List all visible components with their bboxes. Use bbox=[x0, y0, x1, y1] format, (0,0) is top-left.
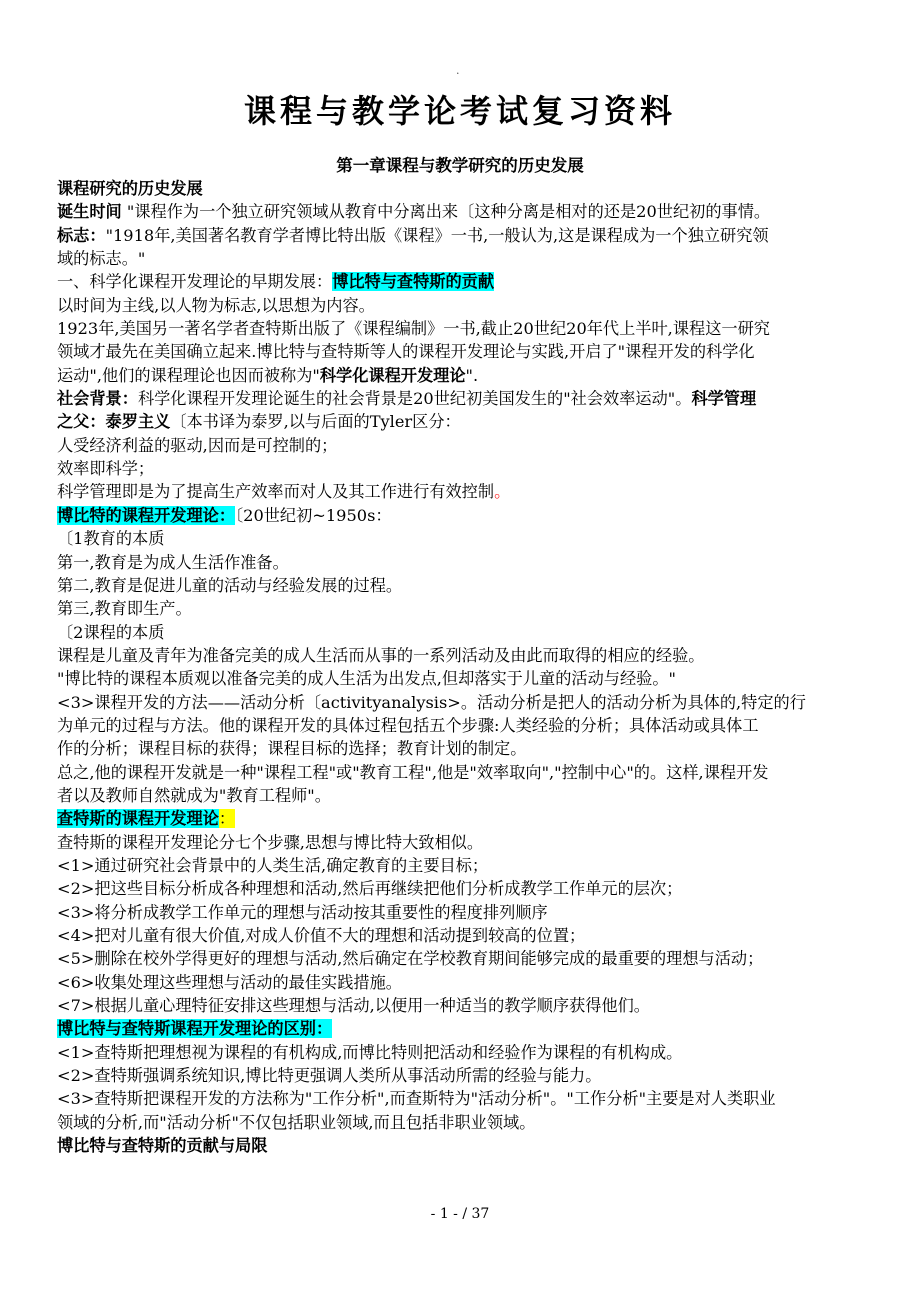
line-text: 域的标志。" bbox=[57, 249, 146, 269]
line-text: <6>收集处理这些理想与活动的最佳实践措施。 bbox=[57, 972, 402, 992]
line-text: <3>将分析成教学工作单元的理想与活动按其重要性的程度排列顺序 bbox=[57, 902, 548, 922]
line-text: 运动",他们的课程理论也因而被称为" bbox=[57, 365, 320, 385]
line-text: <1>通过研究社会背景中的人类生活,确定教育的主要目标； bbox=[57, 855, 489, 875]
paragraph-line bbox=[57, 270, 867, 293]
line-text: 科学化课程开发理论诞生的社会背景是20世纪初美国发生的"社会效率运动"。 bbox=[137, 389, 692, 409]
line-text: "1918年,美国著名教育学者博比特出版《课程》一书,一般认为,这是课程成为一个独立研究领 bbox=[105, 225, 769, 245]
paragraph-line bbox=[57, 504, 867, 527]
heading-text: 课程研究的历史发展 bbox=[57, 179, 203, 198]
paragraph-line bbox=[57, 877, 867, 900]
document-title: 课程与教学论考试复习资料 bbox=[243, 92, 676, 130]
bold-term: 科学管理 bbox=[691, 389, 757, 409]
line-text: 领域的分析,而"活动分析"不仅包括职业领域,而且包括非职业领域。 bbox=[57, 1112, 536, 1132]
paragraph-line bbox=[57, 691, 867, 714]
paragraph-line bbox=[57, 1017, 867, 1040]
line-text: 〔2课程的本质 bbox=[57, 622, 165, 642]
paragraph-line bbox=[57, 737, 867, 760]
paragraph-line bbox=[57, 317, 867, 340]
line-text: 者以及教师自然就成为"教育工程师"。 bbox=[57, 785, 331, 805]
line-text: 为单元的过程与方法。他的课程开发的具体过程包括五个步骤:人类经验的分析；具体活动或具体工 bbox=[57, 715, 759, 735]
page-number: - 1 - / 37 bbox=[430, 1206, 490, 1222]
document-body bbox=[57, 177, 867, 1157]
paragraph-line bbox=[57, 574, 867, 597]
paragraph-line bbox=[57, 434, 867, 457]
highlighted-heading: 博比特的课程开发理论： bbox=[57, 505, 236, 525]
line-text: <5>删除在校外学得更好的理想与活动,然后确定在学校教育期间能够完成的最重要的理想与活动； bbox=[57, 949, 764, 969]
paragraph-line bbox=[57, 597, 867, 620]
bold-term: 科学化课程开发理论 bbox=[319, 365, 466, 385]
paragraph-line bbox=[57, 364, 867, 387]
line-text: 1923年,美国另一著名学者查特斯出版了《课程编制》一书,截止20世纪20年代上半叶,课程这一研究 bbox=[57, 319, 770, 339]
paragraph-line bbox=[57, 831, 867, 854]
paragraph-line bbox=[57, 551, 867, 574]
highlighted-heading: 博比特与查特斯的贡献 bbox=[332, 272, 495, 292]
paragraph-line bbox=[57, 340, 867, 363]
paragraph-line bbox=[57, 247, 867, 270]
line-text: 总之,他的课程开发就是一种"课程工程"或"教育工程",他是"效率取向","控制中心"的。这样,课程开发 bbox=[57, 762, 769, 782]
paragraph-line bbox=[57, 994, 867, 1017]
paragraph-line bbox=[57, 761, 867, 784]
line-text: ". bbox=[465, 365, 479, 385]
paragraph-line bbox=[57, 224, 867, 247]
red-punctuation: 。 bbox=[494, 482, 511, 502]
chapter-heading: 第一章课程与教学研究的历史发展 bbox=[336, 156, 584, 175]
paragraph-line bbox=[57, 644, 867, 667]
paragraph-line bbox=[57, 784, 867, 807]
paragraph-line bbox=[57, 457, 867, 480]
paragraph-line bbox=[57, 527, 867, 550]
paragraph-line bbox=[57, 947, 867, 970]
paragraph-line bbox=[57, 714, 867, 737]
line-text: 第一,教育是为成人生活作准备。 bbox=[57, 552, 289, 572]
line-text: 查特斯的课程开发理论分七个步骤,思想与博比特大致相似。 bbox=[57, 832, 484, 852]
section-heading bbox=[57, 1134, 867, 1157]
term-label: 诞生时间 bbox=[57, 202, 122, 222]
section-heading bbox=[57, 177, 867, 200]
paragraph-line bbox=[57, 1111, 867, 1134]
highlighted-heading: 博比特与查特斯课程开发理论的区别： bbox=[57, 1019, 333, 1039]
paragraph-line bbox=[57, 854, 867, 877]
bold-term: 之父：泰罗主义 bbox=[57, 412, 171, 432]
term-label: 标志： bbox=[57, 225, 106, 245]
line-text: "博比特的课程本质观以准备完美的成人生活为出发点,但却落实于儿童的活动与经验。" bbox=[57, 669, 676, 689]
line-text: 第三,教育即生产。 bbox=[57, 599, 192, 619]
yellow-highlight: ： bbox=[218, 809, 236, 829]
paragraph-line bbox=[57, 1087, 867, 1110]
paragraph-line bbox=[57, 480, 867, 503]
line-text: 作的分析；课程目标的获得；课程目标的选择；教育计划的制定。 bbox=[57, 739, 527, 759]
paragraph-line bbox=[57, 971, 867, 994]
paragraph-line bbox=[57, 200, 867, 223]
line-text: <2>把这些目标分析成各种理想和活动,然后再继续把他们分析成教学工作单元的层次； bbox=[57, 879, 683, 899]
line-text: 以时间为主线,以人物为标志,以思想为内容。 bbox=[57, 295, 375, 315]
line-text: 领域才最先在美国确立起来.博比特与查特斯等人的课程开发理论与实践,开启了"课程开发的科学化 bbox=[57, 342, 755, 362]
paragraph-line bbox=[57, 924, 867, 947]
paragraph-line bbox=[57, 387, 867, 410]
line-text: 科学管理即是为了提高生产效率而对人及其工作进行有效控制 bbox=[57, 482, 495, 502]
line-text: <3>查特斯把课程开发的方法称为"工作分析",而查斯特为"活动分析"。"工作分析"主要是对人类职业 bbox=[57, 1089, 776, 1109]
line-text: <1>查特斯把理想视为课程的有机构成,而博比特则把活动和经验作为课程的有机构成。 bbox=[57, 1042, 683, 1062]
line-text: <7>根据儿童心理特征安排这些理想与活动,以便用一种适当的教学顺序获得他们。 bbox=[57, 996, 650, 1016]
line-text: <3>课程开发的方法——活动分析〔activityanalysis>。活动分析是把人的活动分析为具体的,特定的行 bbox=[57, 692, 806, 712]
paragraph-line bbox=[57, 667, 867, 690]
line-text: 效率即科学； bbox=[57, 459, 155, 479]
heading-text: 博比特与查特斯的贡献与局限 bbox=[57, 1136, 268, 1156]
line-text: 〔本书译为泰罗,以与后面的Tyler区分： bbox=[170, 412, 461, 432]
paragraph-line bbox=[57, 410, 867, 433]
line-text: <4>把对儿童有很大价值,对成人价值不大的理想和活动提到较高的位置； bbox=[57, 926, 586, 945]
term-label: 社会背景： bbox=[57, 389, 138, 409]
paragraph-line bbox=[57, 807, 867, 830]
line-text: 〔1教育的本质 bbox=[57, 529, 165, 549]
highlighted-heading: 查特斯的课程开发理论 bbox=[57, 809, 219, 829]
line-text: 一、科学化课程开发理论的早期发展： bbox=[57, 272, 333, 292]
header-mark: . bbox=[456, 64, 460, 77]
line-text: "课程作为一个独立研究领域从教育中分离出来〔这种分离是相对的还是20世纪初的事情。 bbox=[126, 202, 771, 222]
line-text: <2>查特斯强调系统知识,博比特更强调人类所从事活动所需的经验与能力。 bbox=[57, 1066, 602, 1086]
paragraph-line bbox=[57, 1041, 867, 1064]
line-text: 第二,教育是促进儿童的活动与经验发展的过程。 bbox=[57, 575, 403, 595]
paragraph-line bbox=[57, 294, 867, 317]
paragraph-line bbox=[57, 1064, 867, 1087]
line-text: 人受经济利益的驱动,因而是可控制的； bbox=[57, 435, 338, 455]
paragraph-line bbox=[57, 621, 867, 644]
paragraph-line bbox=[57, 901, 867, 924]
line-text: 课程是儿童及青年为准备完美的成人生活而从事的一系列活动及由此而取得的相应的经验。 bbox=[57, 645, 705, 665]
line-text: 〔20世纪初~1950s： bbox=[235, 505, 392, 525]
